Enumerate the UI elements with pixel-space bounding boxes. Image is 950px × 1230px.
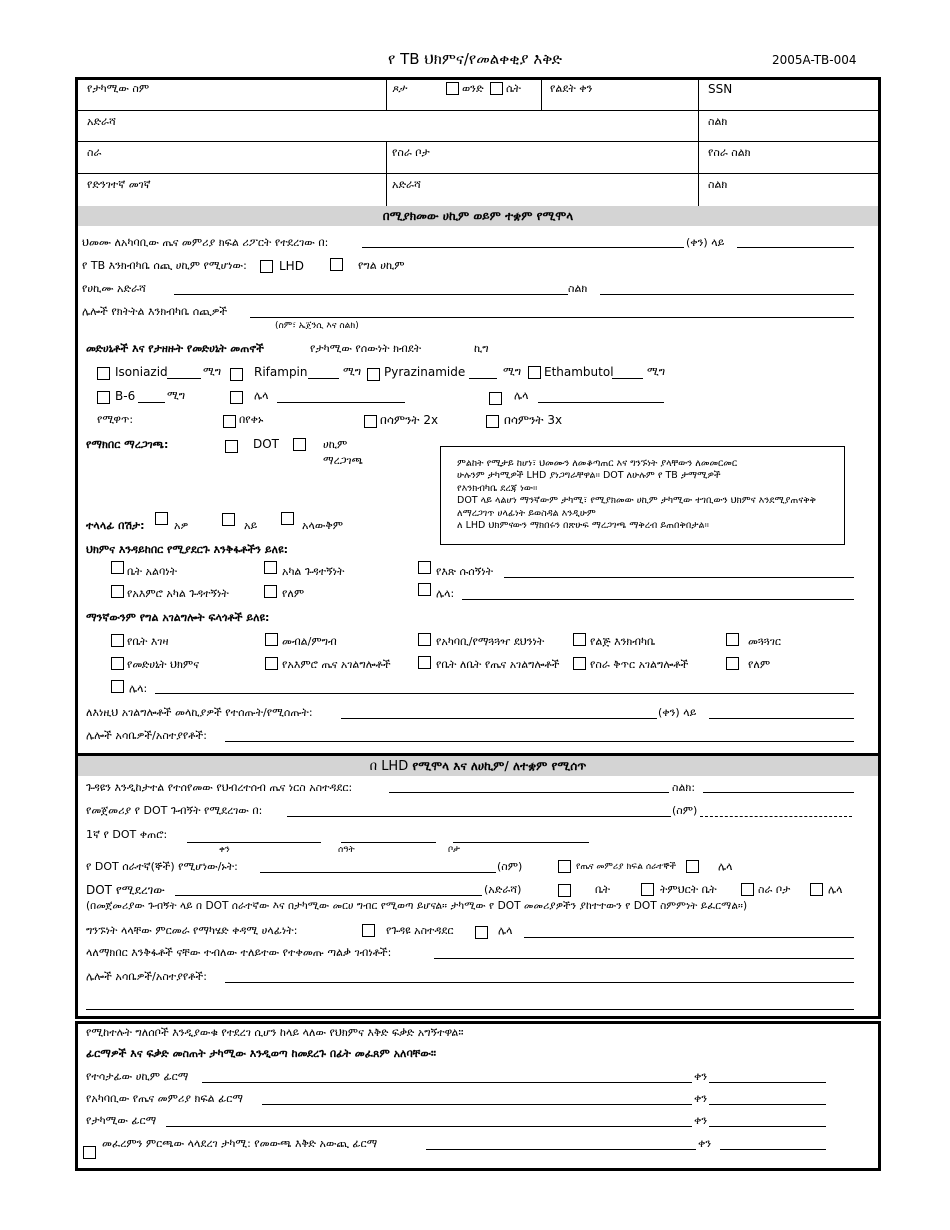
barrier-physical-checkbox[interactable] bbox=[264, 561, 277, 574]
pyrazinamide-label: Pyrazinamide bbox=[384, 365, 466, 379]
service-childcare-checkbox[interactable] bbox=[573, 633, 586, 646]
service-home-health-label: የቤት ለቤት የጤና አገልግሎቶች bbox=[436, 658, 560, 671]
barrier-mental-label: የአእምሮ አካል ጉዳተኝነት bbox=[127, 587, 229, 600]
location-home-label: ቤት bbox=[595, 883, 611, 896]
lhd-signature-date-field[interactable] bbox=[709, 1104, 826, 1105]
first-visit-note: (በመጀመሪያው ጉብኝት ላይ በ DOT ሰራተኛው እና በታካሚው መርሀ ግብር የሚወጣ ይሆናል። ታካሚው የ DOT መመሪያዎችን ያከተተውን የ DOT ስምምነት ይፈርማል።) bbox=[86, 900, 748, 912]
other-caregivers-hint: (ስም፣ ኤጀንሲ እና ስልክ) bbox=[275, 321, 359, 331]
refusal-signature-field[interactable] bbox=[426, 1149, 696, 1150]
service-other-field[interactable] bbox=[155, 693, 854, 694]
note-line: ሁሉንም ታካሚዎች LHD ያነጋግራቸዋል። DOT ለሁሉም የ TB ታማሚዎች bbox=[457, 470, 721, 482]
barrier-substance-checkbox[interactable] bbox=[418, 561, 431, 574]
location-school-checkbox[interactable] bbox=[641, 883, 654, 896]
note-line: ለ LHD ህክምናውን ማክበሩን በጽሁፍ ማረጋገጫ ማቅረብ ይጠበቅበታል። bbox=[457, 520, 709, 532]
service-none-label: የለም bbox=[748, 658, 771, 671]
form-number: 2005A-TB-004 bbox=[772, 53, 857, 67]
service-employment-label: የስራ ቅጥር አገልግሎቶች bbox=[590, 658, 689, 671]
dot-note-box bbox=[440, 446, 845, 545]
services-heading: ማንኛውንም የግል አገልግሎት ፍላጎቶች ይለዩ: bbox=[86, 611, 270, 624]
address-label: አድራሻ bbox=[87, 115, 116, 128]
case-manager-checkbox[interactable] bbox=[362, 924, 375, 937]
private-physician-label: የግል ሀኪም bbox=[358, 259, 405, 272]
contact-investigation-label: ግንኙነት ላላቸው ምርመራ የማካሄድ ቀዳሚ ሀላፊነት: bbox=[86, 924, 298, 937]
section2-comments-field[interactable] bbox=[225, 982, 854, 983]
signature-intro: የሚከተሉት ግለሰቦች እንዲያውቁ የተደረገ ሲሆን ከላይ ላለው የህክምና እቅድ ፍቃድ አግኝተዋል። bbox=[86, 1026, 464, 1039]
rifampin-label: Rifampin bbox=[254, 365, 308, 379]
ethambutol-checkbox[interactable] bbox=[528, 366, 541, 379]
refusal-date-field[interactable] bbox=[720, 1149, 826, 1150]
referral-date-field[interactable] bbox=[709, 718, 854, 719]
contact-other-checkbox[interactable] bbox=[475, 926, 488, 939]
dot-location-label: DOT የሚደረገው bbox=[86, 883, 165, 897]
nurse-phone-label: ስልክ: bbox=[672, 781, 696, 794]
ethambutol-label: Ethambutol bbox=[544, 365, 614, 379]
male-label: ወንድ bbox=[462, 82, 484, 95]
physician-signature-field[interactable] bbox=[202, 1082, 692, 1083]
dot-location-field[interactable] bbox=[175, 895, 482, 896]
section1-comments-field[interactable] bbox=[225, 741, 854, 742]
tb-provider-label: የ TB እንክብካቤ ሰጪ ሀኪም የሚሆነው: bbox=[82, 259, 247, 272]
contagious-yes-checkbox[interactable] bbox=[155, 512, 168, 525]
dob-label: የልደት ቀን bbox=[550, 82, 593, 95]
dot-worker-other-label: ሌላ bbox=[718, 860, 733, 873]
first-dot-visit-label: የመጀመሪያ የ DOT ጉብኝት የሚደረገው በ: bbox=[86, 804, 263, 817]
assigned-nurse-label: ጉዳዩን እንዲከታተል የተሰየመው የህብረተሰብ ጤና ነርስ አስተዳደር: bbox=[86, 781, 353, 794]
physician-signature-date-field[interactable] bbox=[709, 1082, 826, 1083]
sex-label: ጾታ bbox=[392, 82, 407, 95]
section2-comments-label: ሌሎች አሳቤዎች/አስተያየቶች: bbox=[86, 970, 207, 983]
kg-label: ኪግ bbox=[474, 342, 489, 355]
other-med1-checkbox[interactable] bbox=[230, 391, 243, 404]
contagious-unknown-checkbox[interactable] bbox=[281, 512, 294, 525]
note-line: ምልከት የሚታይ ከሆነ፣ ህመሙን ለመቆጣጠር እና ግንኙነት ያላቸውን ለመመርመር bbox=[457, 458, 738, 469]
section1-comments-label: ሌሎች አሳቤዎች/አስተያየቶች: bbox=[86, 729, 207, 742]
health-staff-checkbox[interactable] bbox=[558, 860, 571, 873]
lhd-label: LHD bbox=[279, 259, 304, 273]
barrier-substance-field[interactable] bbox=[504, 577, 854, 578]
male-checkbox[interactable] bbox=[446, 82, 459, 95]
patient-signature-date-label: ቀን bbox=[694, 1114, 708, 1127]
other-med2-checkbox[interactable] bbox=[489, 392, 502, 405]
patient-signature-date-field[interactable] bbox=[709, 1126, 826, 1127]
dot-label: DOT bbox=[253, 437, 280, 451]
rifampin-unit: ሚግ bbox=[343, 365, 362, 378]
first-dot-name-field[interactable] bbox=[700, 816, 852, 817]
service-other-checkbox[interactable] bbox=[111, 680, 124, 693]
service-food-label: መብል/ምግብ bbox=[282, 635, 337, 648]
physician-signature-date-label: ቀን bbox=[694, 1070, 708, 1083]
pyrazinamide-unit: ሚግ bbox=[503, 365, 522, 378]
section1-heading: በሚያክመው ሀኪም ወይም ተቋም የሚሞላ bbox=[78, 206, 878, 226]
dot-start-label: 1ኛ የ DOT ቀጠሮ: bbox=[86, 828, 168, 841]
nonadherence-label: ላለማክበር እንቅፋቶች ናቸው ተብለው ተለይተው የተቀመጡ ጣልቃ ገብነቶች: bbox=[86, 946, 392, 959]
barrier-mental-checkbox[interactable] bbox=[111, 585, 124, 598]
barrier-homeless-checkbox[interactable] bbox=[111, 561, 124, 574]
work-phone-label: የስራ ስልክ bbox=[708, 146, 751, 159]
medications-heading: መድሀኒቶች እና የታዘዙት የመድሀኒት መጠኖች bbox=[86, 342, 264, 355]
service-translator-checkbox[interactable] bbox=[726, 633, 739, 646]
b6-unit: ሚግ bbox=[167, 389, 186, 402]
first-dot-name-paren: (ስም) bbox=[672, 804, 698, 817]
section2-comments-field-2[interactable] bbox=[86, 1009, 854, 1010]
md-confirm-checkbox[interactable] bbox=[293, 438, 306, 451]
case-manager-label: የጉዳዩ አስተዳደር bbox=[386, 924, 454, 937]
md-confirm-label: ሀኪም ማረጋገጫ bbox=[323, 438, 363, 467]
nonadherence-field[interactable] bbox=[434, 958, 854, 959]
barriers-heading: ህክምና እንዳይከበር የሚያደርጉ እንቅፋቶችን ይለዩ: bbox=[86, 543, 288, 556]
freq-2x-label: በሳምንት 2x bbox=[380, 413, 439, 427]
pyrazinamide-dose-field[interactable] bbox=[469, 378, 497, 379]
refusal-checkbox[interactable] bbox=[83, 1146, 96, 1159]
location-school-label: ትምህርት ቤት bbox=[660, 883, 717, 896]
freq-3x-label: በሳምንት 3x bbox=[504, 413, 563, 427]
contagious-no-label: አይ bbox=[244, 519, 258, 532]
ethambutol-unit: ሚግ bbox=[647, 365, 666, 378]
freq-3x-checkbox[interactable] bbox=[486, 415, 499, 428]
contagious-unknown-label: አላውቅም bbox=[302, 519, 344, 532]
section2-heading-suffix: የሚሞላ እና ለሀኪም/ ለተቋም የሚሰጥ bbox=[412, 759, 587, 773]
location-work-label: ስራ ቦታ bbox=[758, 883, 791, 896]
phone-label: ስልክ bbox=[708, 115, 728, 128]
service-employment-checkbox[interactable] bbox=[573, 657, 586, 670]
service-housing-checkbox[interactable] bbox=[111, 634, 124, 647]
first-dot-visit-field[interactable] bbox=[287, 816, 671, 817]
location-home-checkbox[interactable] bbox=[558, 884, 571, 897]
other-caregivers-label: ሌሎች የክትትል እንክብካቤ ሰጪዎች bbox=[82, 305, 228, 318]
patient-signature-label: የታካሚው ፊርማ bbox=[86, 1114, 157, 1127]
frequency-label: የሚዋጥ: bbox=[97, 413, 134, 426]
referral-day-label: (ቀን) ላይ bbox=[658, 706, 697, 719]
other-med2-field[interactable] bbox=[538, 402, 664, 403]
freq-daily-label: በየቀኑ bbox=[239, 413, 264, 426]
barrier-other-field[interactable] bbox=[462, 599, 854, 600]
rifampin-dose-field[interactable] bbox=[308, 378, 339, 379]
service-housing-label: የቤት እገዛ bbox=[127, 635, 169, 648]
patient-signature-field[interactable] bbox=[166, 1126, 692, 1127]
physician-address-field[interactable] bbox=[174, 294, 568, 295]
note-line: ለማረጋገጥ ሀላፊነት ይወስዳል እንዲሁም bbox=[457, 507, 596, 519]
contagious-label: ተላላፊ በሽታ: bbox=[86, 519, 145, 532]
b6-dose-field[interactable] bbox=[138, 402, 165, 403]
weight-label: የታካሚው የሰውነት ክብደት bbox=[310, 342, 422, 355]
place-caption: ቦታ bbox=[448, 845, 460, 855]
private-physician-checkbox[interactable] bbox=[330, 258, 343, 271]
dot-worker-field[interactable] bbox=[260, 872, 496, 873]
dot-start-date-field[interactable] bbox=[187, 842, 321, 843]
pyrazinamide-checkbox[interactable] bbox=[367, 368, 380, 381]
service-mental-health-label: የአእምሮ ጤና አገልግሎቶች bbox=[282, 658, 391, 671]
adherence-confirm-label: የማክበር ማረጋገጫ: bbox=[86, 438, 169, 451]
barrier-substance-label: የእጽ ሱሰኝነት bbox=[436, 565, 494, 578]
service-translator-label: መጓጓገር bbox=[748, 635, 781, 648]
contagious-yes-label: አዎ bbox=[174, 519, 189, 532]
other-med2-label: ሌላ bbox=[514, 389, 529, 402]
contact-other-field[interactable] bbox=[524, 937, 854, 938]
reported-day-label: (ቀን) ላይ bbox=[686, 236, 725, 249]
reported-label: ህመሙ ለአካባቢው ጤና መምሪያ ክፍል ሪፖርት የተደረገው በ: bbox=[82, 236, 329, 249]
dot-start-time-field[interactable] bbox=[341, 842, 436, 843]
physician-address-label: የሀኪሙ አድራሻ bbox=[82, 282, 146, 295]
service-none-checkbox[interactable] bbox=[726, 657, 739, 670]
isoniazid-unit: ሚግ bbox=[203, 365, 222, 378]
dot-start-place-field[interactable] bbox=[453, 842, 589, 843]
physician-signature-label: የተሳታፊው ሀኪም ፊርማ bbox=[86, 1070, 189, 1083]
lhd-checkbox[interactable] bbox=[260, 260, 273, 273]
reported-date-field[interactable] bbox=[737, 247, 854, 248]
emergency-address-label: አድራሻ bbox=[392, 178, 421, 191]
service-mental-health-checkbox[interactable] bbox=[265, 657, 278, 670]
other-caregivers-field[interactable] bbox=[250, 317, 854, 318]
nurse-phone-field[interactable] bbox=[703, 792, 854, 793]
service-home-health-checkbox[interactable] bbox=[418, 656, 431, 669]
service-food-checkbox[interactable] bbox=[265, 633, 278, 646]
service-drug-treatment-checkbox[interactable] bbox=[111, 657, 124, 670]
barrier-homeless-label: ቤት አልባነት bbox=[127, 565, 178, 578]
refusal-date-label: ቀን bbox=[698, 1137, 712, 1150]
note-line: የእንክብካቤ ደረጃ ነው። bbox=[457, 482, 538, 494]
emergency-phone-label: ስልክ bbox=[708, 178, 728, 191]
location-other-label: ሌላ bbox=[828, 883, 843, 896]
reported-by-field[interactable] bbox=[362, 247, 684, 248]
health-staff-label: የጤና መምሪያ ክፍል ሰራተኞች bbox=[576, 862, 676, 872]
section2-heading-prefix: በ LHD bbox=[369, 759, 409, 774]
emergency-contact-label: የድንገተኛ መገኛ bbox=[87, 178, 151, 191]
form-title: የ TB ህክምና/የመልቀቂያ እቅድ bbox=[387, 50, 562, 68]
dot-checkbox[interactable] bbox=[225, 440, 238, 453]
work-label: ስራ bbox=[87, 146, 102, 159]
location-work-checkbox[interactable] bbox=[741, 883, 754, 896]
contact-other-label: ሌላ bbox=[498, 924, 513, 937]
barrier-other-checkbox[interactable] bbox=[418, 583, 431, 596]
refusal-label: መፈረምን ምርጫው ላላደረገ ታካሚ: የመውጫ እቅድ አውጪ ፊርማ bbox=[102, 1137, 378, 1150]
b6-checkbox[interactable] bbox=[97, 391, 110, 404]
signature-heading: ፊርማዎች እና ፍቃድ መስጠት ታካሚው እንዲወጣ ከመደረጉ በፊት መፈጸም አለባቸው። bbox=[86, 1047, 437, 1060]
lhd-signature-label: የአካባቢው የጤና መምሪያ ክፍል ፊርማ bbox=[86, 1092, 243, 1105]
service-transport-checkbox[interactable] bbox=[418, 633, 431, 646]
referral-field[interactable] bbox=[341, 718, 657, 719]
section2-heading bbox=[78, 756, 878, 776]
ssn-label: SSN bbox=[708, 82, 733, 96]
note-line: DOT ላይ ላልሆነ ማንኛውም ታካሚ፣ የሚያክመው ሀኪም ታካሚው ተገቢውን ህክምና እንደሚያጠናቅቅ bbox=[457, 495, 817, 507]
barrier-none-label: የለም bbox=[282, 587, 305, 600]
rifampin-checkbox[interactable] bbox=[230, 368, 243, 381]
physician-phone-label: ስልክ bbox=[568, 282, 588, 295]
barrier-none-checkbox[interactable] bbox=[264, 585, 277, 598]
dot-location-address-paren: (አድራሻ) bbox=[484, 883, 522, 896]
dot-worker-name-paren: (ስም) bbox=[497, 860, 523, 873]
other-med1-field[interactable] bbox=[277, 402, 405, 403]
barrier-other-label: ሌላ: bbox=[436, 587, 455, 600]
isoniazid-label: Isoniazid bbox=[115, 365, 168, 379]
female-label: ሴት bbox=[506, 82, 521, 95]
female-checkbox[interactable] bbox=[490, 82, 503, 95]
contagious-no-checkbox[interactable] bbox=[222, 513, 235, 526]
isoniazid-dose-field[interactable] bbox=[167, 378, 201, 379]
isoniazid-checkbox[interactable] bbox=[97, 367, 110, 380]
freq-daily-checkbox[interactable] bbox=[223, 415, 236, 428]
service-childcare-label: የልጅ እንክብካቤ bbox=[590, 635, 656, 648]
lhd-signature-date-label: ቀን bbox=[694, 1092, 708, 1105]
freq-2x-checkbox[interactable] bbox=[364, 415, 377, 428]
service-transport-label: የአካባቢ/የማጓጓዣ ደህንነት bbox=[436, 635, 545, 648]
dot-worker-other-checkbox[interactable] bbox=[686, 860, 699, 873]
referral-label: ለእነዚህ አገልግሎቶች መላኪያዎች የተሰጡት/የሚሰጡት: bbox=[86, 706, 313, 719]
other-med1-label: ሌላ bbox=[254, 389, 269, 402]
dot-worker-label: የ DOT ሰራተኛ(ኞች) የሚሆነው/ኑት: bbox=[86, 860, 238, 873]
assigned-nurse-field[interactable] bbox=[389, 792, 669, 793]
location-other-checkbox[interactable] bbox=[810, 883, 823, 896]
b6-label: B-6 bbox=[115, 389, 136, 403]
patient-name-label: የታካሚው ስም bbox=[87, 82, 150, 95]
barrier-physical-label: አካል ጉዳተኝነት bbox=[282, 565, 345, 578]
lhd-signature-field[interactable] bbox=[262, 1104, 692, 1105]
physician-phone-field[interactable] bbox=[600, 294, 854, 295]
ethambutol-dose-field[interactable] bbox=[612, 378, 643, 379]
date-caption: ቀን bbox=[219, 845, 230, 855]
time-caption: ሰዓት bbox=[338, 845, 355, 855]
work-place-label: የስራ ቦታ bbox=[392, 146, 430, 159]
service-other-label: ሌላ: bbox=[129, 682, 148, 695]
service-drug-treatment-label: የመድሀኒት ህክምና bbox=[127, 658, 200, 671]
